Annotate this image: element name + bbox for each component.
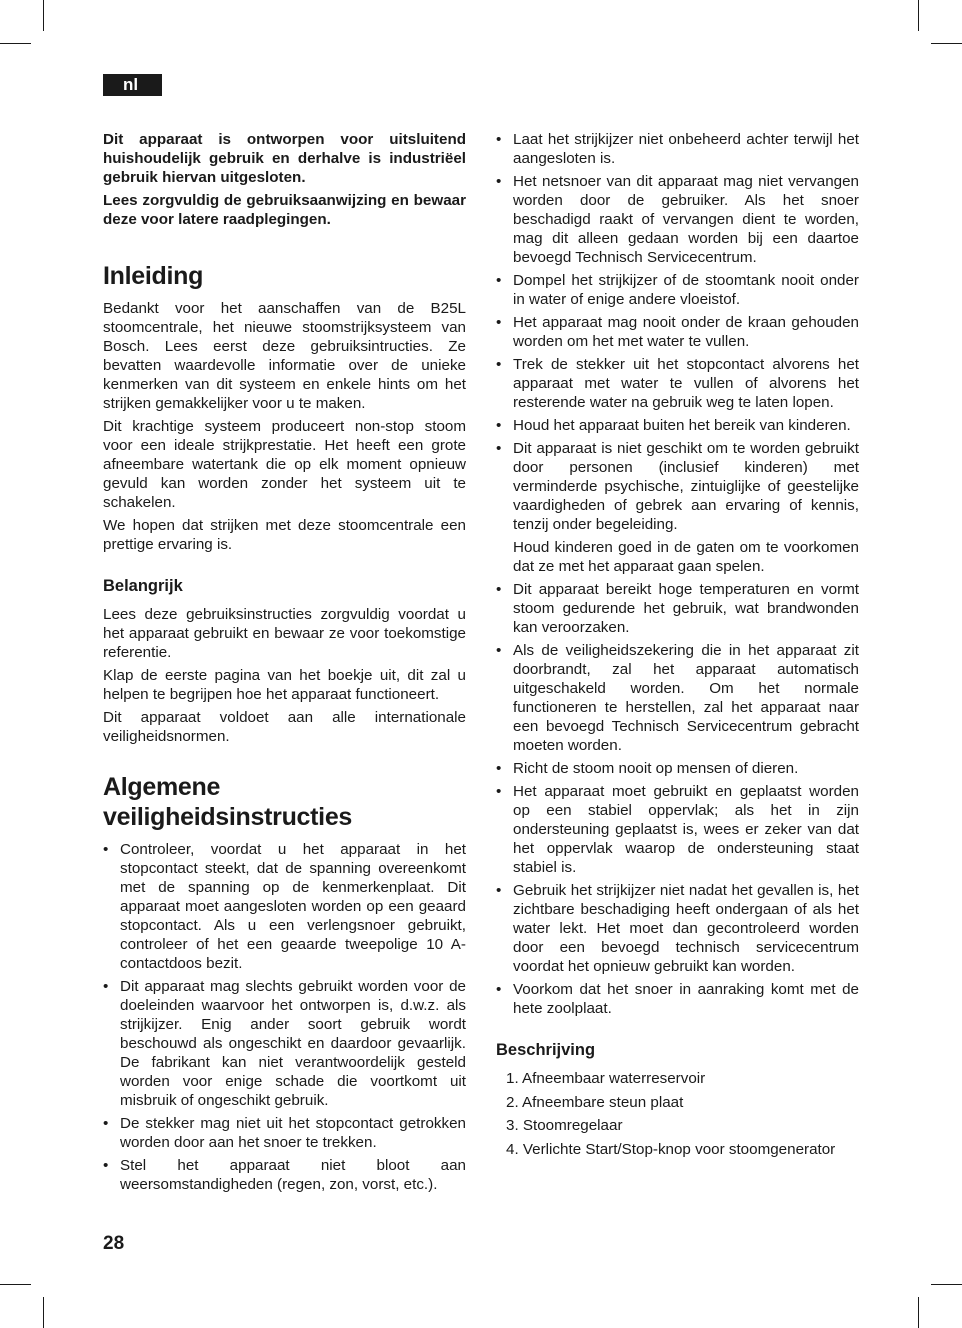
- bullet: •: [496, 356, 502, 373]
- crop-mark: [931, 43, 962, 44]
- left-column: [103, 130, 466, 1198]
- bullet: •: [103, 841, 109, 858]
- parts-list-item: 4. Verlichte Start/Stop-knop voor stoomgenerator: [506, 1140, 836, 1158]
- safety-item: • Dompel het strijkijzer of de stoomtank nooit onder in water of enige andere vloeistof.: [496, 272, 859, 308]
- intro-paragraph: Dit apparaat is ontworpen voor uitsluitend huishoudelijk gebruik en derhalve is industriëel gebruik hiervan uitgesloten.: [103, 131, 466, 186]
- crop-mark: [43, 0, 44, 31]
- safety-item: • Stel het apparaat niet bloot aan weersomstandigheden (regen, zon, vorst, etc.).: [103, 1157, 466, 1193]
- crop-mark: [0, 1284, 31, 1285]
- bullet: •: [496, 272, 502, 289]
- inleiding-heading: Inleiding: [103, 262, 204, 290]
- belangrijk-heading: Belangrijk: [103, 577, 183, 595]
- bullet: •: [496, 417, 502, 434]
- bullet: •: [496, 981, 502, 998]
- crop-mark: [0, 43, 31, 44]
- bullet: •: [496, 760, 502, 777]
- safety-list-right-a: [496, 130, 859, 534]
- safety-list-right-b: [496, 580, 859, 1018]
- safety-item: • Het apparaat mag nooit onder de kraan gehouden worden om het met water te vullen.: [496, 314, 859, 350]
- right-column: [496, 130, 859, 1163]
- safety-item: • Voorkom dat het snoer in aanraking komt met de hete zoolplaat.: [496, 981, 859, 1017]
- safety-item: • Het netsnoer van dit apparaat mag niet vervangen worden door de gebruiker. Als het snoer beschadigd raakt of vervangen dient te worden, mag dit alleen gedaan worden bij een daartoe bevoegd Technisch Servicecentrum.: [496, 173, 859, 266]
- safety-heading-line1: Algemene: [103, 773, 221, 801]
- safety-item: • Laat het strijkijzer niet onbeheerd achter terwijl het aangesloten is.: [496, 131, 859, 167]
- crop-mark: [931, 1284, 962, 1285]
- safety-item: • Controleer, voordat u het apparaat in het stopcontact steekt, dat de spanning overeenkomt met de spanning op de kenmerkenplaat. Dit apparaat moet aangesloten worden op een geaard stopcontact. Als u een verlengsnoer gebruikt, controleer of het een geaarde tweepolige 10 A-contactdoos bezit.: [103, 841, 466, 972]
- bullet: •: [496, 131, 502, 148]
- safety-item: • De stekker mag niet uit het stopcontact getrokken worden door aan het snoer te trekken.: [103, 1115, 466, 1151]
- bullet: •: [496, 642, 502, 659]
- inleiding-paragraph: Dit krachtige systeem produceert non-stop stoom voor een ideale strijkprestatie. Het heeft een grote afneembare watertank die op elk moment opnieuw gevuld kan worden zonder het systeem uit te schakelen.: [103, 418, 466, 511]
- safety-item: • Dit apparaat is niet geschikt om te worden gebruikt door personen (inclusief kinderen) met verminderde psychische, zintuiglijke of geestelijke vaardigheden of gebrek aan ervaring of kennis, tenzij onder begeleiding.: [496, 440, 859, 533]
- crop-mark: [918, 1297, 919, 1328]
- safety-item: • Het apparaat moet gebruikt en geplaatst worden op een stabiel oppervlak; als het in zijn ondersteuning geplaatst is, wees er zeker van dat het oppervlak waarop de ondersteuning staat stabiel is.: [496, 783, 859, 876]
- crop-mark: [918, 0, 919, 31]
- bullet: •: [103, 1115, 109, 1132]
- parts-list-item: 3. Stoomregelaar: [506, 1117, 623, 1134]
- crop-mark: [43, 1297, 44, 1328]
- safety-item: • Dit apparaat bereikt hoge temperaturen en vormt stoom gedurende het gebruik, wat brandwonden kan veroorzaken.: [496, 581, 859, 636]
- safety-heading: [103, 772, 466, 832]
- safety-list-left: [103, 840, 466, 1194]
- safety-heading-line2: veiligheidsinstructies: [103, 803, 353, 831]
- safety-item: • Houd het apparaat buiten het bereik van kinderen.: [496, 417, 851, 434]
- beschrijving-heading: Beschrijving: [496, 1041, 596, 1059]
- parts-list-item: 1. Afneembaar waterreservoir: [506, 1070, 706, 1087]
- safety-item: • Gebruik het strijkijzer niet nadat het gevallen is, het zichtbare beschadiging heeft ondergaan of als het water lekt. Het moet dan gecontroleerd worden door een bevoegd technisch servicecentrum voordat het opnieuw gebruikt kan worden.: [496, 882, 859, 975]
- parts-list-item: 2. Afneembare steun plaat: [506, 1093, 684, 1111]
- safety-item: • Richt de stoom nooit op mensen of dieren.: [496, 760, 799, 777]
- bullet: •: [496, 783, 502, 800]
- bullet: •: [496, 581, 502, 598]
- safety-item: • Als de veiligheidszekering die in het apparaat zit doorbrandt, zal het apparaat automatisch uitgeschakeld worden. Om het normale functioneren te herstellen, zal het apparaat naar een bevoegd Technisch Servicecentrum gebracht moeten worden.: [496, 642, 859, 754]
- intro-paragraph: Lees zorgvuldig de gebruiksaanwijzing en bewaar deze voor latere raadplegingen.: [103, 192, 466, 228]
- children-note: Houd kinderen goed in de gaten om te voorkomen dat ze met het apparaat gaan spelen.: [513, 539, 859, 575]
- belangrijk-paragraph: Dit apparaat voldoet aan alle internationale veiligheidsnormen.: [103, 709, 466, 745]
- bullet: •: [496, 882, 502, 899]
- safety-item: • Trek de stekker uit het stopcontact alvorens het apparaat met water te vullen of alvorens het resterende water na gebruik weg te laten lopen.: [496, 356, 859, 411]
- safety-item: • Dit apparaat mag slechts gebruikt worden voor de doeleinden waarvoor het ontworpen is, d.w.z. als strijkijzer. Enig ander soort gebruik wordt beschouwd als ongeschikt en daardoor gevaarlijk. De fabrikant kan niet verantwoordelijk gesteld worden voor enige schade die voortkomt uit misbruik of ongeschikt gebruik.: [103, 978, 466, 1109]
- bullet: •: [103, 1157, 109, 1174]
- intro-notice: [103, 130, 466, 229]
- inleiding-paragraph: Bedankt voor het aanschaffen van de B25L stoomcentrale, het nieuwe stoomstrijksysteem van Bosch. Lees eerst deze gebruiksintructies. Ze bevatten waardevolle informatie over de unieke kenmerken van dit systeem en enkele hints om het strijken gemakkelijker voor u te maken.: [103, 300, 466, 412]
- bullet: •: [496, 173, 502, 190]
- bullet: •: [103, 978, 109, 995]
- parts-list: [496, 1069, 859, 1159]
- bullet: •: [496, 314, 502, 331]
- inleiding-paragraph: We hopen dat strijken met deze stoomcentrale een prettige ervaring is.: [103, 517, 466, 553]
- bullet: •: [496, 440, 502, 457]
- belangrijk-paragraph: Lees deze gebruiksinstructies zorgvuldig voordat u het apparaat gebruikt en bewaar ze voor toekomstige referentie.: [103, 606, 466, 661]
- belangrijk-paragraph: Klap de eerste pagina van het boekje uit, dit zal u helpen te begrijpen hoe het apparaat functioneert.: [103, 667, 466, 703]
- page-number: 28: [103, 1233, 125, 1254]
- language-tab: nl: [103, 74, 162, 96]
